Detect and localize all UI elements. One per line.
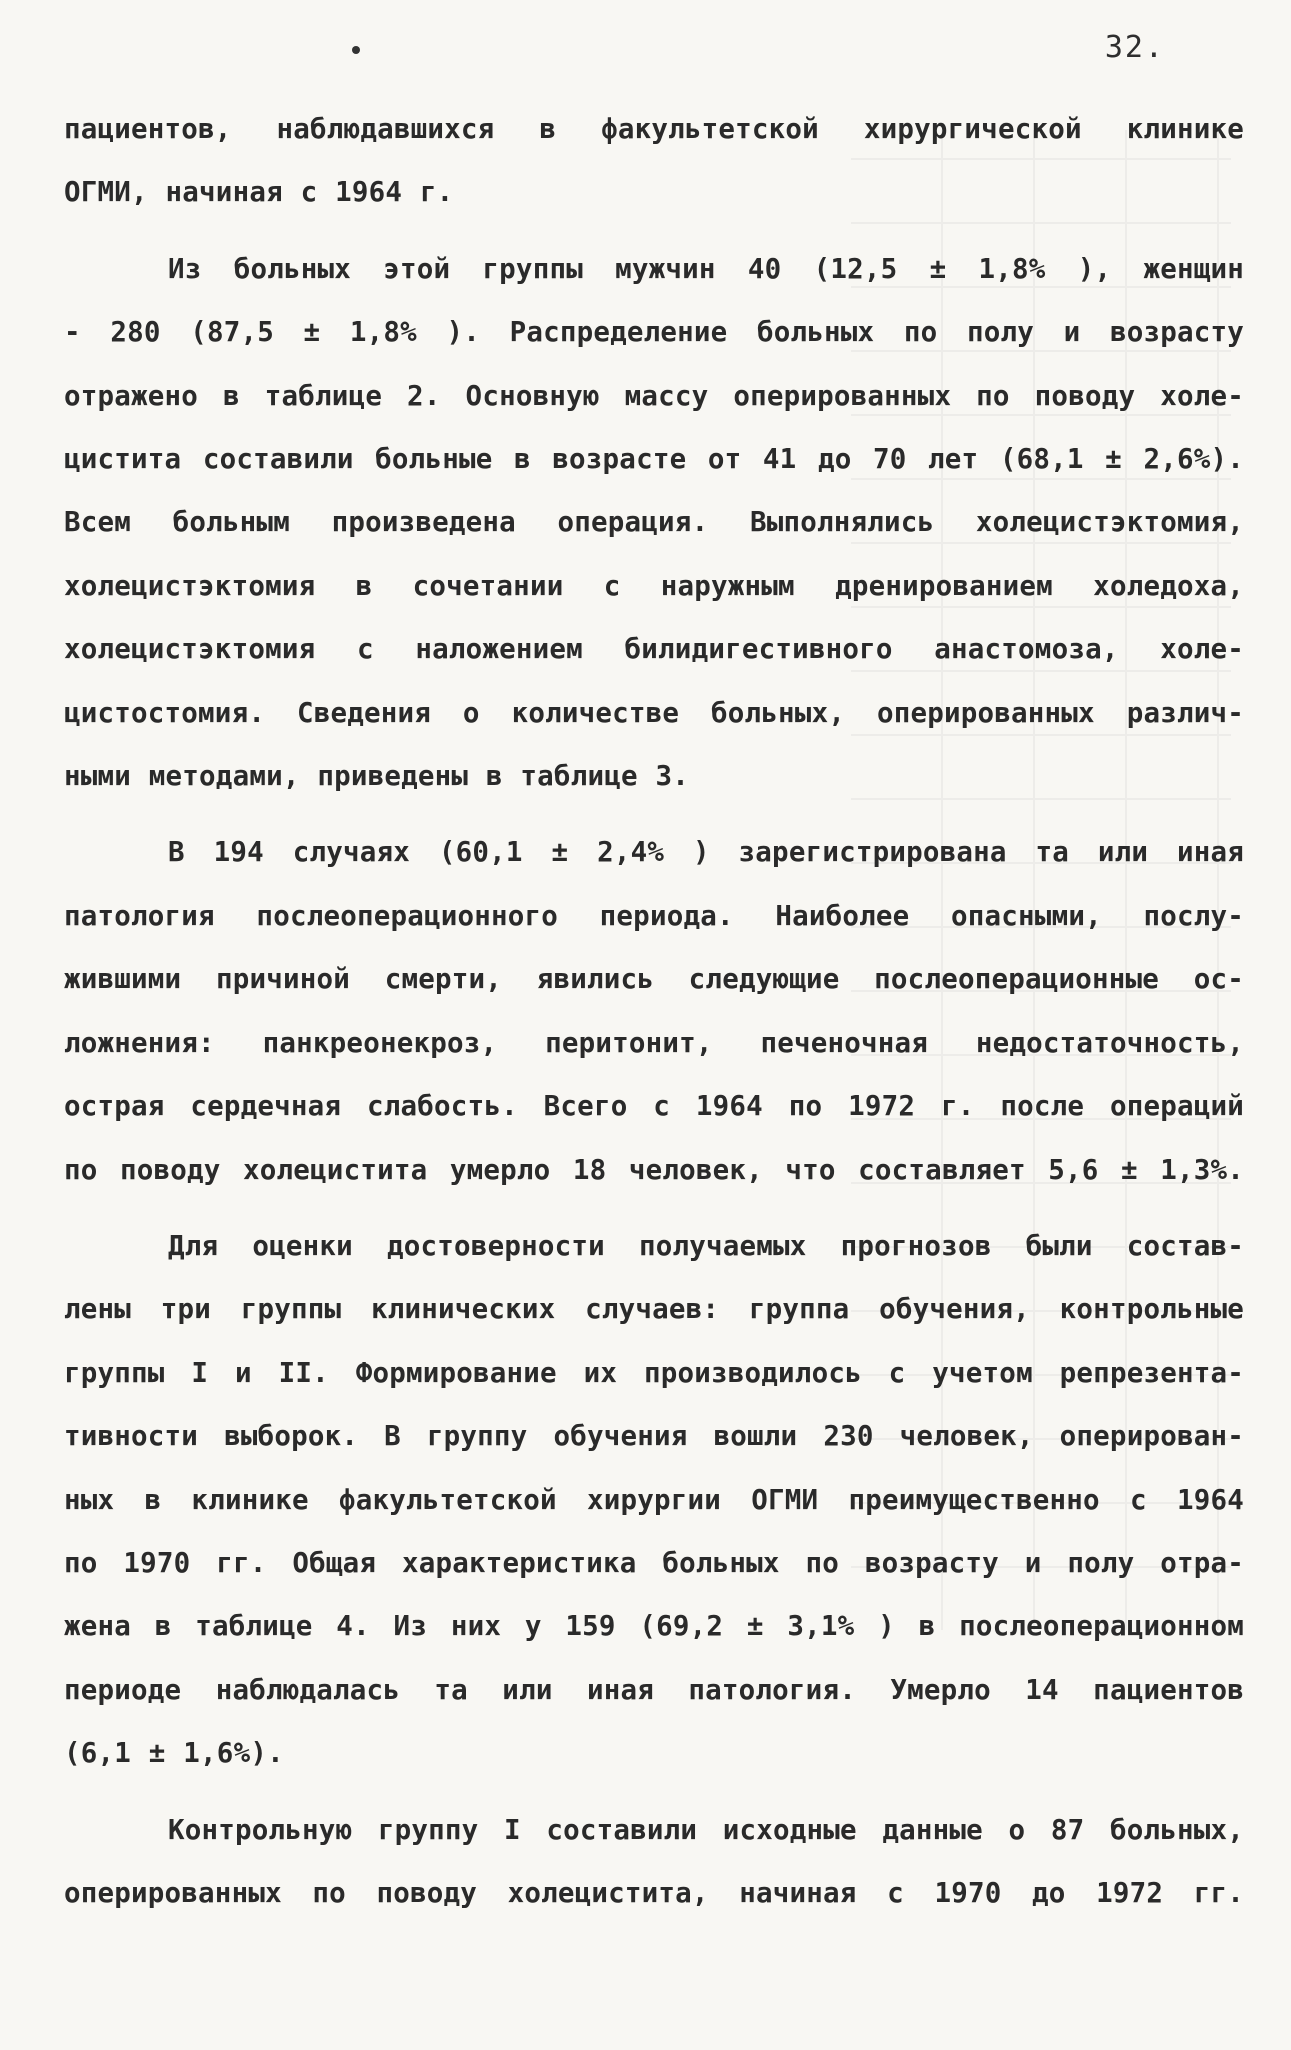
page-number: 32. [1104,30,1165,65]
text-line: отражено в таблице 2. Основную массу оперированных по поводу холе- [64,379,1244,412]
paragraph-3 [64,821,1244,1201]
text-line: В 194 случаях (60,1 ± 2,4% ) зарегистрирована та или иная [168,836,1244,869]
text-line: группы I и II. Формирование их производилось с учетом репрезента- [64,1356,1244,1389]
paragraph-4 [64,1215,1244,1786]
text-line: ОГМИ, начиная с 1964 г. [64,176,454,209]
text-line: ными методами, приведены в таблице 3. [64,760,689,793]
text-line: периоде наблюдалась та или иная патология. Умерло 14 пациентов [64,1673,1244,1706]
text-line: Из больных этой группы мужчин 40 (12,5 ± 1,8% ), женщин [168,252,1244,285]
text-line: острая сердечная слабость. Всего с 1964 по 1972 г. после операций [64,1090,1244,1123]
text-line: (6,1 ± 1,6%). [64,1737,284,1770]
text-line: Всем больным произведена операция. Выполнялись холецистэктомия, [64,506,1244,539]
paragraph-2 [64,238,1244,809]
text-line: жена в таблице 4. Из них у 159 (69,2 ± 3,1% ) в послеоперационном [64,1610,1244,1643]
text-line: лены три группы клинических случаев: группа обучения, контрольные [64,1293,1244,1326]
text-line: цистостомия. Сведения о количестве больных, оперированных различ- [64,696,1244,729]
text-line: пациентов, наблюдавшихся в факультетской хирургической клинике [64,113,1244,145]
paragraph-5 [64,1799,1244,1926]
text-line: - 280 (87,5 ± 1,8% ). Распределение больных по полу и возрасту [64,316,1244,349]
text-line: Для оценки достоверности получаемых прогнозов были состав- [168,1229,1244,1262]
paragraph-1 [64,98,1244,225]
text-line: тивности выборок. В группу обучения вошли 230 человек, оперирован- [64,1420,1244,1453]
body-text [64,98,1244,1938]
text-line: холецистэктомия с наложением билидигестивного анастомоза, холе- [64,633,1244,666]
text-line: ных в клинике факультетской хирургии ОГМИ преимущественно с 1964 [64,1483,1244,1516]
text-line: ложнения: панкреонекроз, перитонит, печеночная недостаточность, [64,1026,1244,1059]
text-line: цистита составили больные в возрасте от 41 до 70 лет (68,1 ± 2,6%). [64,443,1244,476]
text-line: оперированных по поводу холецистита, начиная с 1970 до 1972 гг. [64,1876,1244,1909]
text-line: Контрольную группу I составили исходные данные о 87 больных, [168,1813,1244,1846]
text-line: патология послеоперационного периода. Наиболее опасными, послу- [64,899,1244,932]
text-line: по поводу холецистита умерло 18 человек, что составляет 5,6 ± 1,3%. [64,1153,1244,1186]
text-line: по 1970 гг. Общая характеристика больных по возрасту и полу отра- [64,1546,1244,1579]
text-line: жившими причиной смерти, явились следующие послеоперационные ос- [64,963,1244,996]
text-line: холецистэктомия в сочетании с наружным дренированием холедоха, [64,569,1244,602]
speck-mark [352,46,360,54]
